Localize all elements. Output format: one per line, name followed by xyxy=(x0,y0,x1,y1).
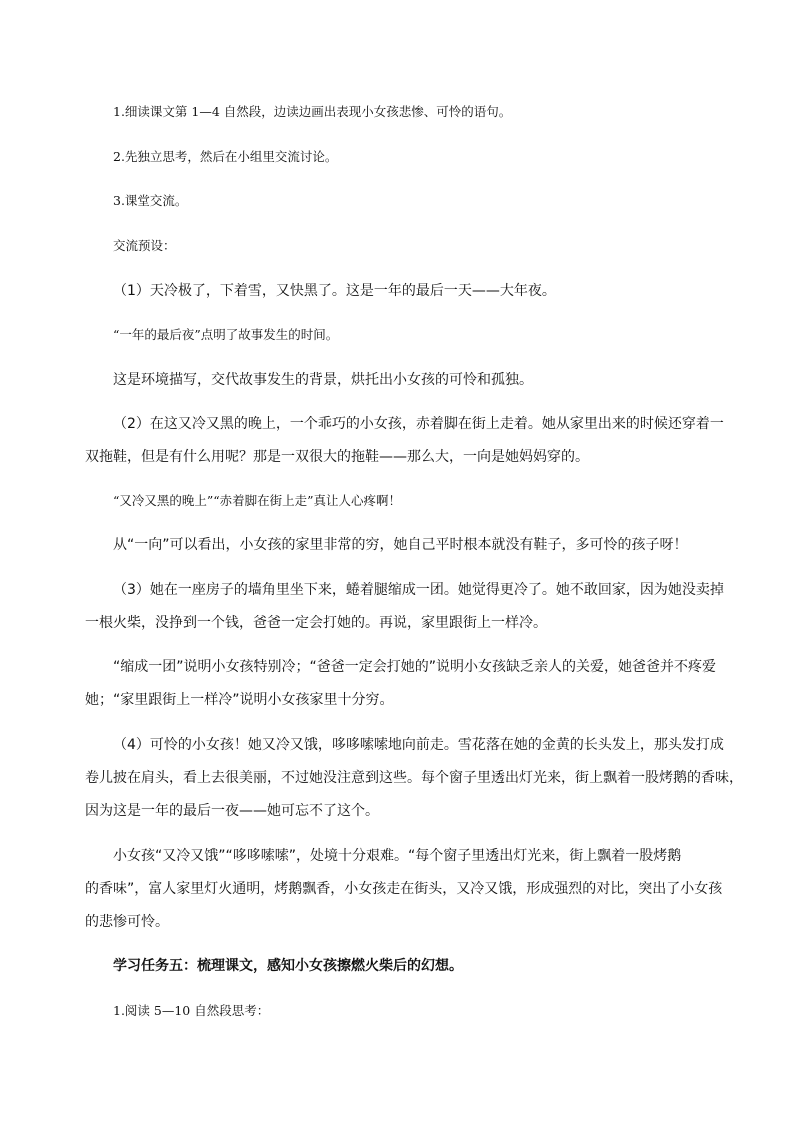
note-4-line-2: 的香味”，富人家里灯火通明，烤鹅飘香，小女孩走在街头，又冷又饿，形成强烈的对比，突出了小女孩 xyxy=(85,881,723,897)
quote-2-line-1: （2）在这又冷又黑的晚上，一个乖巧的小女孩，赤着脚在街上走着。她从家里出来的时候还穿着一 xyxy=(113,416,724,432)
quote-1: （1）天冷极了，下着雪，又快黑了。这是一年的最后一天——大年夜。 xyxy=(113,283,556,299)
task-5-heading: 学习任务五：梳理课文，感知小女孩擦燃火柴后的幻想。 xyxy=(113,958,463,974)
quote-4-line-2: 卷儿披在肩头，看上去很美丽，不过她没注意到这些。每个窗子里透出灯光来，街上飘着一股烤鹅的香味， xyxy=(85,770,743,786)
task-5-step-1: 1.阅读 5—10 自然段思考： xyxy=(113,1003,270,1018)
quote-4-line-1: （4）可怜的小女孩！她又冷又饿，哆哆嗦嗦地向前走。雪花落在她的金黄的长头发上，那头发打成 xyxy=(113,737,724,753)
quote-2-line-2: 双拖鞋，但是有什么用呢？那是一双很大的拖鞋——那么大，一向是她妈妈穿的。 xyxy=(85,449,589,465)
note-3-line-2: 她；“家里跟街上一样冷”说明小女孩家里十分穷。 xyxy=(85,692,394,708)
quote-4-line-3: 因为这是一年的最后一夜——她可忘不了这个。 xyxy=(85,803,379,819)
preset-heading: 交流预设： xyxy=(113,238,176,253)
note-2a: “又冷又黑的晚上”“赤着脚在街上走”真让人心疼啊！ xyxy=(113,493,402,508)
note-1b: 这是环境描写，交代故事发生的背景，烘托出小女孩的可怜和孤独。 xyxy=(113,372,533,388)
note-3-line-1: “缩成一团”说明小女孩特别冷；“爸爸一定会打她的”说明小女孩缺乏亲人的关爱，她爸爸并不疼爱 xyxy=(113,659,717,675)
quote-3-line-2: 一根火柴，没挣到一个钱，爸爸一定会打她的。再说，家里跟街上一样冷。 xyxy=(85,615,547,631)
note-4-line-3: 的悲惨可怜。 xyxy=(85,914,169,930)
quote-3-line-1: （3）她在一座房子的墙角里坐下来，蜷着腿缩成一团。她觉得更冷了。她不敢回家，因为她没卖掉 xyxy=(113,582,724,598)
note-4-line-1: 小女孩“又冷又饿”“哆哆嗦嗦”，处境十分艰难。“每个窗子里透出灯光来，街上飘着一股烤鹅 xyxy=(113,848,682,864)
step-3: 3.课堂交流。 xyxy=(113,193,188,208)
step-1: 1.细读课文第 1—4 自然段，边读边画出表现小女孩悲惨、可怜的语句。 xyxy=(113,104,512,119)
note-2b: 从“一向”可以看出，小女孩的家里非常的穷，她自己平时根本就没有鞋子，多可怜的孩子呀！ xyxy=(113,537,688,553)
note-1a: “一年的最后夜”点明了故事发生的时间。 xyxy=(113,327,339,342)
step-2: 2.先独立思考，然后在小组里交流讨论。 xyxy=(113,149,338,164)
